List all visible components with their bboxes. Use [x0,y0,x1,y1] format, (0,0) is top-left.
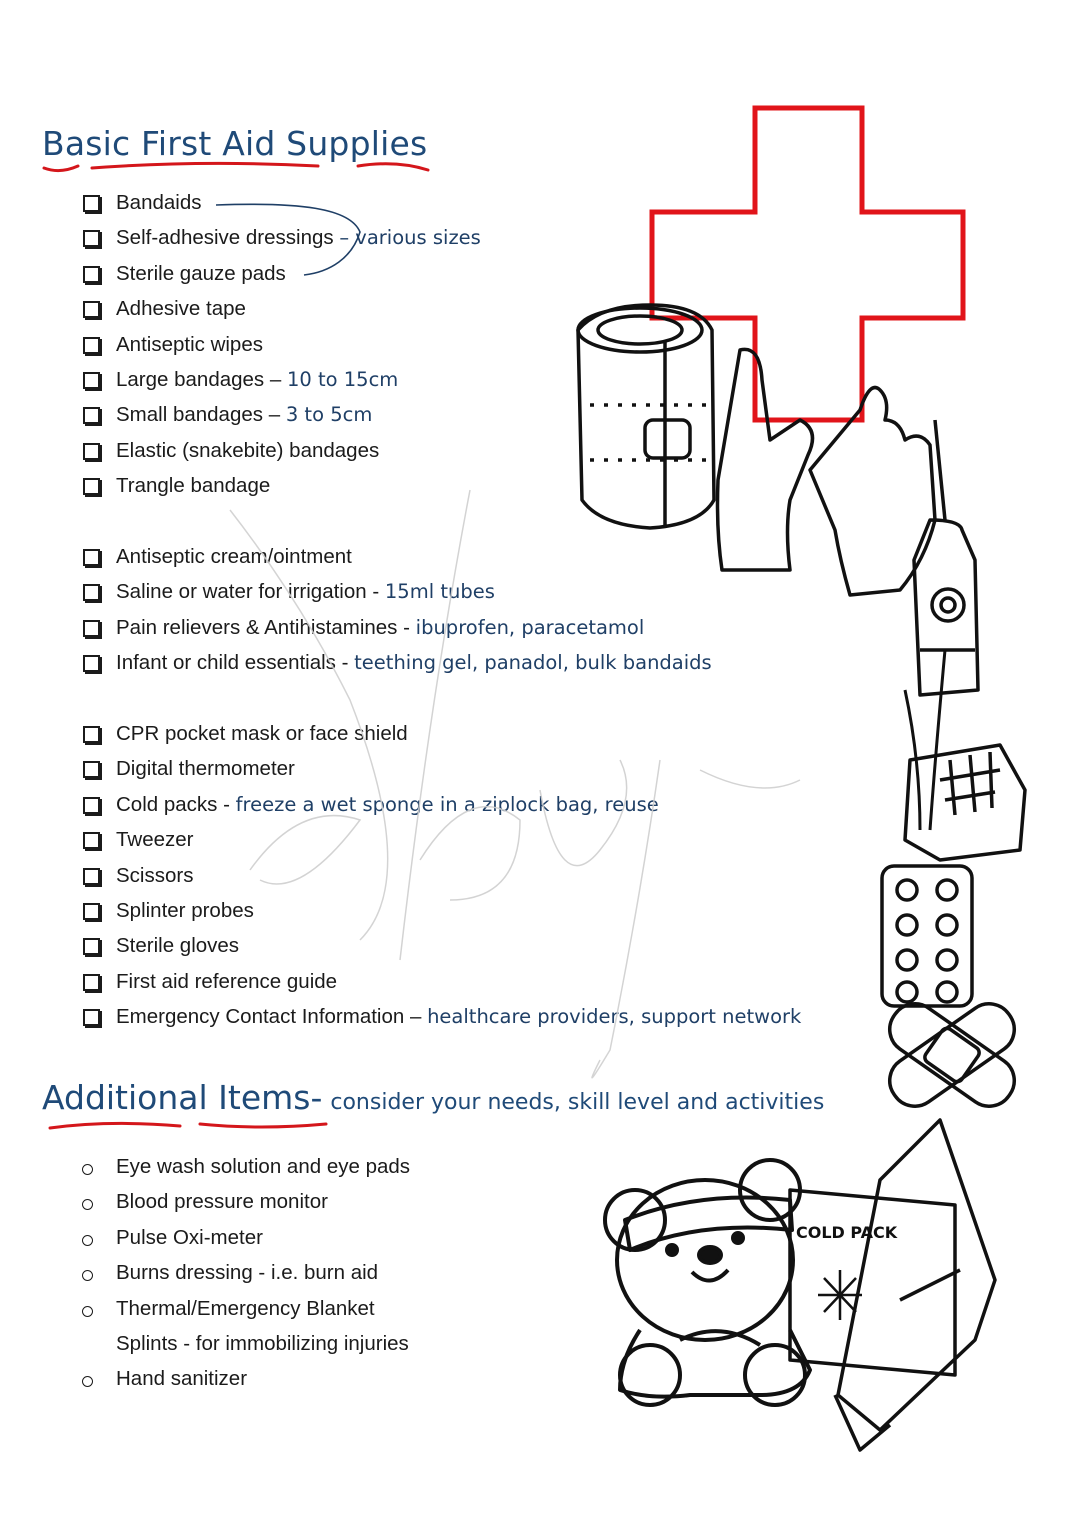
additional-items-subtitle: consider your needs, skill level and activities [330,1090,825,1115]
item-label: Elastic (snakebite) bandages [116,438,380,462]
list-item [80,645,712,680]
list-item [80,539,712,574]
equipment-list [80,716,801,1035]
list-item [80,716,801,751]
checkbox-icon[interactable] [83,337,100,354]
gloves-icon [718,349,936,595]
checkbox-icon[interactable] [83,903,100,920]
checkbox-icon[interactable] [83,797,100,814]
item-label: Cold packs - [116,792,236,816]
list-item [80,822,801,857]
item-note: healthcare providers, support network [427,1005,802,1029]
list-item [80,858,801,893]
bullet-circle-icon [82,1235,93,1246]
checkbox-icon[interactable] [83,266,100,283]
list-item [80,220,481,255]
teddy-bear-icon [605,1160,810,1405]
item-label: Infant or child essentials - [116,651,355,675]
cold-pack-icon [790,1190,955,1375]
scissors-icon [905,650,945,830]
list-item [80,1220,410,1255]
bullet-circle-icon [82,1376,93,1387]
checkbox-icon[interactable] [83,726,100,743]
list-item [80,256,481,291]
ointment-tube-icon [835,1120,995,1450]
bullet-circle-icon [82,1199,93,1210]
item-label: Sterile gauze pads [116,261,286,285]
list-item [80,1184,410,1219]
list-item [80,327,481,362]
item-label: Pain relievers & Antihistamines - [116,615,416,639]
additional-items-list [80,1149,410,1397]
item-label: Adhesive tape [116,297,246,321]
thermometer-icon [914,420,978,695]
checkbox-icon[interactable] [83,230,100,247]
bandage-roll-icon [578,305,714,528]
item-label: Trangle bandage [116,474,271,498]
item-label: Burns dressing - i.e. burn aid [116,1261,379,1285]
checkbox-icon[interactable] [83,1009,100,1026]
item-label: Thermal/Emergency Blanket [116,1296,375,1320]
checkbox-icon[interactable] [83,407,100,424]
checkbox-icon[interactable] [83,868,100,885]
page-title: Basic First Aid Supplies [42,124,428,163]
item-label: Tweezer [116,828,194,852]
item-label: CPR pocket mask or face shield [116,722,408,745]
list-item [80,291,481,326]
list-item [80,893,801,928]
gauze-pad-icon [905,745,1025,860]
item-label: Scissors [116,863,194,887]
list-item [80,574,712,609]
checkbox-icon[interactable] [83,584,100,601]
item-label: Digital thermometer [116,757,295,781]
bullet-circle-icon [82,1306,93,1317]
checkbox-icon[interactable] [83,478,100,495]
medications-list [80,539,712,681]
item-label: Hand sanitizer [116,1367,248,1391]
list-item [80,1149,410,1184]
list-item [80,1326,410,1361]
item-label: Small bandages – [116,403,286,427]
cold-pack-label: COLD PACK [796,1223,898,1242]
checkbox-icon[interactable] [83,761,100,778]
list-item [80,964,801,999]
bullet-circle-icon [82,1270,93,1281]
checkbox-icon[interactable] [83,620,100,637]
item-label: Antiseptic cream/ointment [116,545,352,568]
checkbox-icon[interactable] [83,655,100,672]
list-item [80,610,712,645]
checkbox-icon[interactable] [83,301,100,318]
item-label: Blood pressure monitor [116,1190,328,1214]
bandaids-icon [880,994,1023,1115]
list-item [80,362,481,397]
additional-items-heading [42,1078,824,1117]
item-note: 15ml tubes [384,580,495,604]
item-label: Sterile gloves [116,934,240,958]
checkbox-icon[interactable] [83,974,100,991]
checkbox-icon[interactable] [83,938,100,955]
item-label: Large bandages – [116,367,287,391]
list-item [80,1255,410,1290]
pill-blister-icon [882,866,972,1006]
list-item [80,397,481,432]
list-item [80,1291,410,1326]
list-item [80,433,481,468]
list-item [80,928,801,963]
item-note: 10 to 15cm [286,367,399,391]
list-item [80,751,801,786]
item-label: Emergency Contact Information – [116,1005,428,1029]
checkbox-icon[interactable] [83,832,100,849]
item-label: Bandaids [116,191,202,214]
checkbox-icon[interactable] [83,372,100,389]
item-label: Saline or water for irrigation - [116,580,385,604]
item-label: Splints - for immobilizing injuries [116,1331,409,1355]
list-item [80,1361,410,1396]
item-note: ibuprofen, paracetamol [415,615,645,639]
item-label: First aid reference guide [116,969,338,993]
list-item [80,999,801,1034]
bullet-circle-icon [82,1164,93,1175]
red-cross-icon [652,108,963,420]
list-item [80,468,481,503]
item-note: freeze a wet sponge in a ziplock bag, reuse [235,792,659,816]
item-note: 3 to 5cm [285,403,373,427]
checkbox-icon[interactable] [83,443,100,460]
additional-items-title: Additional Items- [42,1078,323,1117]
item-label: Antiseptic wipes [116,332,263,356]
item-note: – various sizes [339,226,481,250]
item-label: Pulse Oxi-meter [116,1225,263,1249]
list-item [80,787,801,822]
basic-supplies-list [80,185,481,504]
item-note: teething gel, panadol, bulk bandaids [354,651,712,675]
checkbox-icon[interactable] [83,549,100,566]
list-item [80,185,481,220]
item-label: Eye wash solution and eye pads [116,1155,411,1178]
item-label: Self-adhesive dressings [116,226,340,250]
item-label: Splinter probes [116,898,254,922]
checkbox-icon[interactable] [83,195,100,212]
